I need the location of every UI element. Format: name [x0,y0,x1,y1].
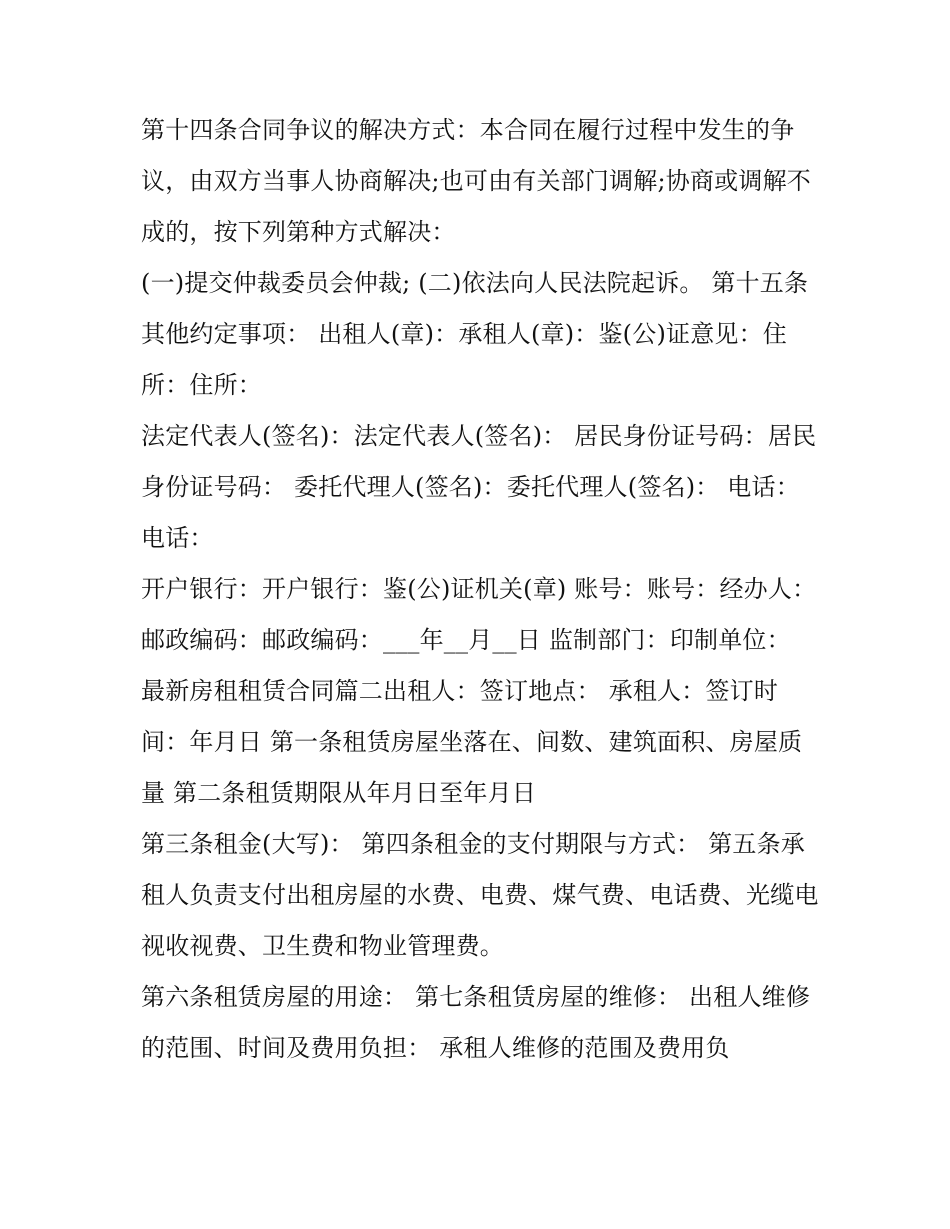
paragraph-bank-details: 开户银行：开户银行：鉴(公)证机关(章) 账号：账号：经办人： 邮政编码：邮政编码：___年__月__日 监制部门：印制单位： [141,575,817,654]
paragraph-contract-two-intro: 最新房租租赁合同篇二出租人：签订地点： 承租人：签订时间：年月日 第一条租赁房屋坐落在、间数、建筑面积、房屋质量 第二条租赁期限从年月日至年月日 [141,677,803,807]
paragraph-arbitration-and-signatures: (一)提交仲裁委员会仲裁; (二)依法向人民法院起诉。 第十五条其他约定事项： 出租人(章)：承租人(章)：鉴(公)证意见：住所：住所： [141,269,809,399]
paragraph-legal-representatives: 法定代表人(签名)：法定代表人(签名)： 居民身份证号码：居民身份证号码： 委托代理人(签名)：委托代理人(签名)： 电话：电话： [141,422,817,552]
paragraph-usage-and-repairs: 第六条租赁房屋的用途： 第七条租赁房屋的维修： 出租人维修的范围、时间及费用负担： 承租人维修的范围及费用负 [141,983,811,1062]
paragraph-rent-and-fees: 第三条租金(大写)： 第四条租金的支付期限与方式： 第五条承租人负责支付出租房屋的水费、电费、煤气费、电话费、光缆电视收视费、卫生费和物业管理费。 [141,830,819,960]
paragraph-dispute-resolution: 第十四条合同争议的解决方式：本合同在履行过程中发生的争议，由双方当事人协商解决;也可由有关部门调解;协商或调解不成的，按下列第种方式解决： [141,116,811,246]
document-body [141,105,821,1074]
